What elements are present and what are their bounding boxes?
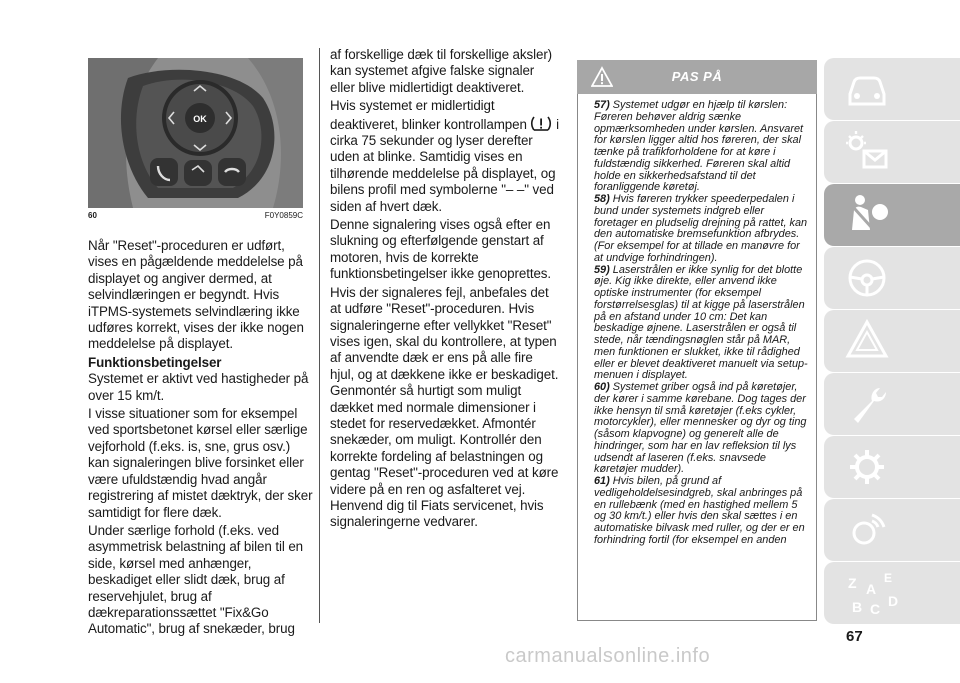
tab-emergency[interactable]	[824, 310, 960, 372]
warning-item-number: 61)	[594, 475, 610, 487]
warning-item	[594, 476, 808, 547]
chapter-tabs	[824, 58, 960, 618]
seatbelt-airbag-icon	[842, 190, 892, 240]
index-letter: Z	[848, 575, 857, 591]
warning-item-number: 58)	[594, 193, 610, 205]
paragraph: Under særlige forhold (f.eks. ved asymmetrisk belastning af bilen til en side, kørsel med anhænger, beskadiget eller slidt dæk, brug af reservehjulet, brug af dækreparationssættet "Fix&Go Automatic", brug af snekæder, brug	[88, 522, 304, 637]
paragraph: Systemet er aktivt ved hastigheder på over 15 km/t.	[88, 371, 309, 403]
tab-servicing[interactable]	[824, 373, 960, 435]
text-column-1	[88, 238, 313, 640]
steering-wheel-icon	[842, 253, 892, 303]
wrench-icon	[842, 379, 892, 429]
warning-item	[594, 194, 808, 265]
paragraph	[330, 98, 560, 215]
paragraph-text: Hvis systemet er midlertidigt deaktiveret, blinker kontrollampen	[330, 98, 527, 132]
multimedia-icon	[842, 505, 892, 555]
paragraph-text: i cirka 75 sekunder og lyser derefter uden at blinke. Samtidig vises en tilhørende meddelelse på displayet, og bilens profil med symbolerne "– –" ved siden af hvert dæk.	[330, 116, 559, 214]
warning-item-number: 57)	[594, 99, 610, 111]
warning-text	[578, 94, 816, 547]
warning-item-text: Systemet udgør en hjælp til kørslen: Føreren behøver aldrig sænke opmærksomheden under kørslen. Ansvaret for kørslen ligger altid hos føreren, der skal tænke på trafikforholdene for at køre i fuldstændig sikkerhed. Føreren skal altid holde en sikkerhedsafstand til det foranliggende køretøj.	[594, 99, 804, 194]
text-column-2	[330, 47, 560, 533]
warning-item	[594, 100, 808, 194]
warning-header	[577, 60, 817, 94]
alphabetical-index-icon	[842, 568, 922, 618]
warning-box	[577, 94, 817, 621]
figure-code: F0Y0859C	[264, 211, 303, 220]
ok-button-label: OK	[193, 114, 207, 124]
section-heading: Funktionsbetingelser	[88, 354, 222, 370]
tab-starting-driving[interactable]	[824, 247, 960, 309]
steering-controls-illustration	[88, 58, 303, 208]
warning-title: PAS PÅ	[671, 69, 723, 84]
warning-lights-icon	[842, 127, 892, 177]
emergency-triangle-icon	[842, 316, 892, 366]
index-letter: E	[884, 571, 893, 585]
gear-icon	[842, 442, 892, 492]
warning-item-text: Laserstrålen er ikke synlig for det blotte øje. Kig ikke direkte, eller anvend ikke optiske instrumenter (for eksempel forstørrelsesglas) til at kigge på laserstrålen på en afstand under 10 cm: Det kan beskadige øjnene. Laserstrålen er også til stede, når tændingsnøglen står på MAR, men funktionen er slukket, ikke til rådighed eller er blevet deaktiveret manuelt via setup-menuen i displayet.	[594, 263, 808, 382]
paragraph: af forskellige dæk til forskellige aksler) kan systemet afgive falske signaler eller blive midlertidigt deaktiveret.	[330, 47, 553, 95]
tab-lights-messages[interactable]	[824, 121, 960, 183]
warning-item-number: 59)	[594, 263, 610, 276]
tab-safety[interactable]	[824, 184, 960, 246]
column-divider	[319, 48, 320, 623]
paragraph: Denne signalering vises også efter en slukning og efterfølgende genstart af motoren, hvis de korrekte funktionsbetingelser ikke genoprettes.	[330, 217, 552, 282]
figure-caption	[88, 211, 303, 223]
paragraph: Hvis der signaleres fejl, anbefales det at udføre "Reset"-proceduren. Hvis signaleringerne efter vellykket "Reset" vises igen, skal du kontrollere, at typen af anvendte dæk er ens på alle fire hjul, og at dækkene ikke er beskadiget. Genmontér så hurtigt som muligt dækket med normale dimensioner i stedet for reservedækket. Afmontér snekæder, om muligt. Kontrollér den korrekte fordeling af belastningen og gentag "Reset"-proceduren ved at køre videre på en ren og asfalteret vej. Henvend dig til Fiats servicenet, hvis signaleringerne vedvarer.	[330, 284, 559, 530]
page-number: 67	[846, 628, 863, 645]
tab-vehicle[interactable]	[824, 58, 960, 120]
paragraph: I visse situationer som for eksempel ved sportsbetonet kørsel eller særlige vejforhold (f.eks. is, sne, grus osv.) kan signaleringen blive forsinket eller være ufuldstændig hvad angår registrering af mistet dæktryk, der sker samtidigt for flere dæk.	[88, 406, 313, 520]
tire-pressure-warning-icon	[530, 115, 552, 132]
tab-technical-data[interactable]	[824, 436, 960, 498]
index-letter: C	[870, 601, 881, 617]
index-letter: A	[866, 581, 877, 597]
steering-controls-figure	[88, 58, 303, 208]
watermark: carmanualsonline.info	[505, 645, 711, 667]
tab-multimedia[interactable]	[824, 499, 960, 561]
warning-item-text: Hvis bilen, på grund af vedligeholdelsesindgreb, skal anbringes på en rullebænk (med en hastighed mellem 5 og 30 km/t.) eller hvis den skal sættes i en automatiske bilvask med ruller, og der er en forhindring fortil (for eksempel en anden	[594, 475, 805, 546]
warning-item-text: Hvis føreren trykker speederpedalen i bund under systemets indgreb eller foretager en pludselig drejning på rattet, kan den automatiske bremsefunktion afbrydes. (For eksempel for at tillade en manøvre for at undvige forhindringen).	[594, 193, 808, 264]
warning-item-text: Systemet griber også ind på køretøjer, der kører i samme kørebane. Dog tages der ikke hensyn til små køretøjer (f.eks cykler, motorcykler), eller mennesker og dyr og ting (såsom klapvogne) og generelt alle de hindringer, som har en lav refleksion til lys udsendt af laseren (f.eks. snavsede køretøjer mudder).	[594, 381, 807, 476]
tab-index[interactable]	[824, 562, 960, 624]
index-letter: B	[852, 599, 863, 615]
paragraph: Når "Reset"-proceduren er udført, vises en pågældende meddelelse på displayet og angiver dermed, at selvindlæringen er begyndt. Hvis iTPMS-systemets selvindlæring ikke udføres korrekt, vises der ikke nogen meddelelse på displayet.	[88, 238, 304, 352]
warning-item	[594, 265, 808, 383]
warning-item-number: 60)	[594, 381, 610, 393]
figure-number: 60	[88, 211, 97, 220]
car-icon	[842, 64, 892, 114]
index-letter: D	[888, 593, 899, 609]
warning-item	[594, 382, 808, 476]
